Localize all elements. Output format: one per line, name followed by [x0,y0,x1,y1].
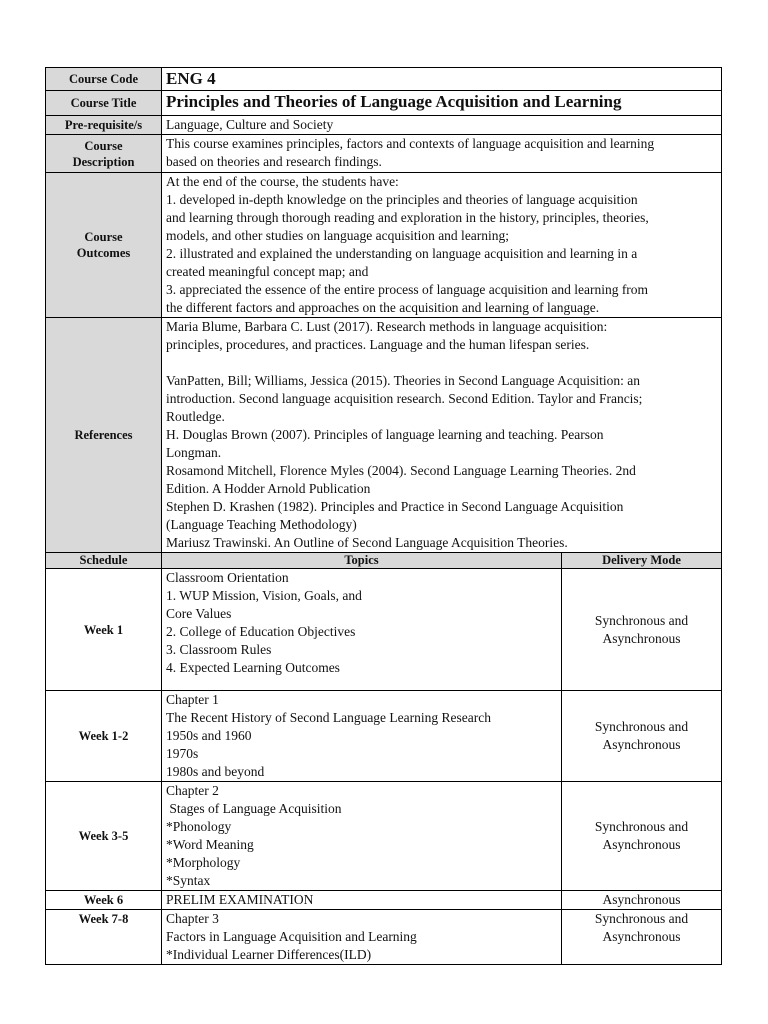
topic-line: Chapter 2 [166,783,219,798]
course-code-row [46,68,722,91]
description-line: This course examines principles, factors and contexts of language acquisition and learning [166,136,655,151]
delivery-mode-cell [562,891,722,910]
outcome-line: At the end of the course, the students have: [166,174,399,189]
reference-line: Longman. [166,445,222,460]
outcome-line: 1. developed in-depth knowledge on the principles and theories of language acquisition [166,192,638,207]
topic-line: Factors in Language Acquisition and Learning [166,929,417,944]
delivery-mode-line: Asynchronous [602,630,681,646]
week-label: Week 1 [46,569,162,691]
delivery-mode-cell [562,910,722,965]
description-line: based on theories and research findings. [166,154,382,169]
reference-line: Mariusz Trawinski. An Outline of Second Language Acquisition Theories. [166,535,568,550]
week-label: Week 6 [46,891,162,910]
reference-line: VanPatten, Bill; Williams, Jessica (2015). Theories in Second Language Acquisition: an [166,373,641,388]
description-label [46,135,162,173]
topic-line: 1980s and beyond [166,764,265,779]
reference-line: Routledge. [166,409,225,424]
topic-line: Stages of Language Acquisition [166,801,342,816]
topic-line: Core Values [166,606,232,621]
description-row [46,135,722,173]
week-label: Week 7-8 [46,910,162,965]
description-value [162,135,722,173]
delivery-mode-line: Asynchronous [602,737,681,752]
outcomes-label-line-1: Course [84,230,123,244]
reference-line: Edition. A Hodder Arnold Publication [166,481,371,496]
delivery-mode-line: Asynchronous [602,837,681,852]
reference-spacer [166,354,717,372]
topic-line: 1. WUP Mission, Vision, Goals, and [166,588,362,603]
topic-line: 1970s [166,746,199,761]
reference-line: (Language Teaching Methodology) [166,517,357,532]
reference-line: Stephen D. Krashen (1982). Principles and Practice in Second Language Acquisition [166,499,624,514]
schedule-row [46,910,722,965]
prereq-row [46,116,722,135]
topics-header: Topics [162,553,562,569]
schedule-row [46,691,722,782]
week-label: Week 1-2 [46,691,162,782]
topic-line: 1950s and 1960 [166,728,252,743]
syllabus-document [45,67,721,965]
outcome-line: 2. illustrated and explained the understanding on language acquisition and learning in a [166,246,638,261]
outcomes-label [46,173,162,318]
outcome-line: 3. appreciated the essence of the entire process of language acquisition and learning from [166,282,649,297]
reference-line: Maria Blume, Barbara C. Lust (2017). Research methods in language acquisition: [166,319,608,334]
prereq-value: Language, Culture and Society [162,116,722,135]
course-title-value: Principles and Theories of Language Acquisition and Learning [162,91,722,116]
outcome-line: created meaningful concept map; and [166,264,369,279]
outcome-line: and learning through thorough reading and exploration in the history, principles, theories, [166,210,649,225]
course-code-label: Course Code [46,68,162,91]
topic-line: 2. College of Education Objectives [166,624,356,639]
reference-line: introduction. Second language acquisition research. Second Edition. Taylor and Francis; [166,391,643,406]
delivery-mode-line: Asynchronous [602,892,681,907]
outcomes-value [162,173,722,318]
topic-line: *Word Meaning [166,837,254,852]
topic-line: Classroom Orientation [166,570,289,585]
topic-line: Chapter 3 [166,911,219,926]
schedule-header: Schedule [46,553,162,569]
topic-line: *Individual Learner Differences(ILD) [166,947,372,962]
topic-line: *Phonology [166,819,232,834]
schedule-row [46,782,722,891]
references-label: References [46,318,162,553]
delivery-mode-line: Asynchronous [602,929,681,944]
schedule-row [46,891,722,910]
reference-line: principles, procedures, and practices. Language and the human lifespan series. [166,337,590,352]
references-value [162,318,722,553]
delivery-mode-cell [562,569,722,691]
delivery-mode-line: Synchronous and [594,819,689,834]
references-row [46,318,722,553]
topics-cell [162,910,562,965]
topics-cell [162,691,562,782]
description-label-line-1: Course [84,138,123,153]
topic-line: *Morphology [166,855,241,870]
reference-line: H. Douglas Brown (2007). Principles of language learning and teaching. Pearson [166,427,604,442]
outcomes-row [46,173,722,318]
delivery-mode-line: Synchronous and [594,719,689,734]
delivery-mode-cell [562,691,722,782]
outcome-line: models, and other studies on language acquisition and learning; [166,228,510,243]
course-title-row [46,91,722,116]
course-title-label: Course Title [46,91,162,116]
topic-line: 4. Expected Learning Outcomes [166,660,340,675]
topic-line: *Syntax [166,873,211,888]
topic-line: 3. Classroom Rules [166,642,272,657]
prereq-label: Pre-requisite/s [46,116,162,135]
reference-line: Rosamond Mitchell, Florence Myles (2004). Second Language Learning Theories. 2nd [166,463,636,478]
topics-cell [162,891,562,910]
delivery-mode-cell [562,782,722,891]
outcome-line: the different factors and approaches on the acquisition and learning of language. [166,300,600,315]
outcomes-label-line-2: Outcomes [76,246,131,260]
topic-line: PRELIM EXAMINATION [166,892,314,907]
delivery-mode-line: Synchronous and [594,612,689,628]
delivery-mode-header: Delivery Mode [562,553,722,569]
delivery-mode-line: Synchronous and [594,911,689,926]
week-label: Week 3-5 [46,782,162,891]
topics-cell [162,569,562,691]
schedule-header-row [46,553,722,569]
description-label-line-2: Description [72,154,135,169]
course-code-value: ENG 4 [162,68,722,91]
topic-line: The Recent History of Second Language Learning Research [166,710,492,725]
syllabus-table [45,67,722,965]
topic-line: Chapter 1 [166,692,219,707]
schedule-row [46,569,722,691]
topics-cell [162,782,562,891]
